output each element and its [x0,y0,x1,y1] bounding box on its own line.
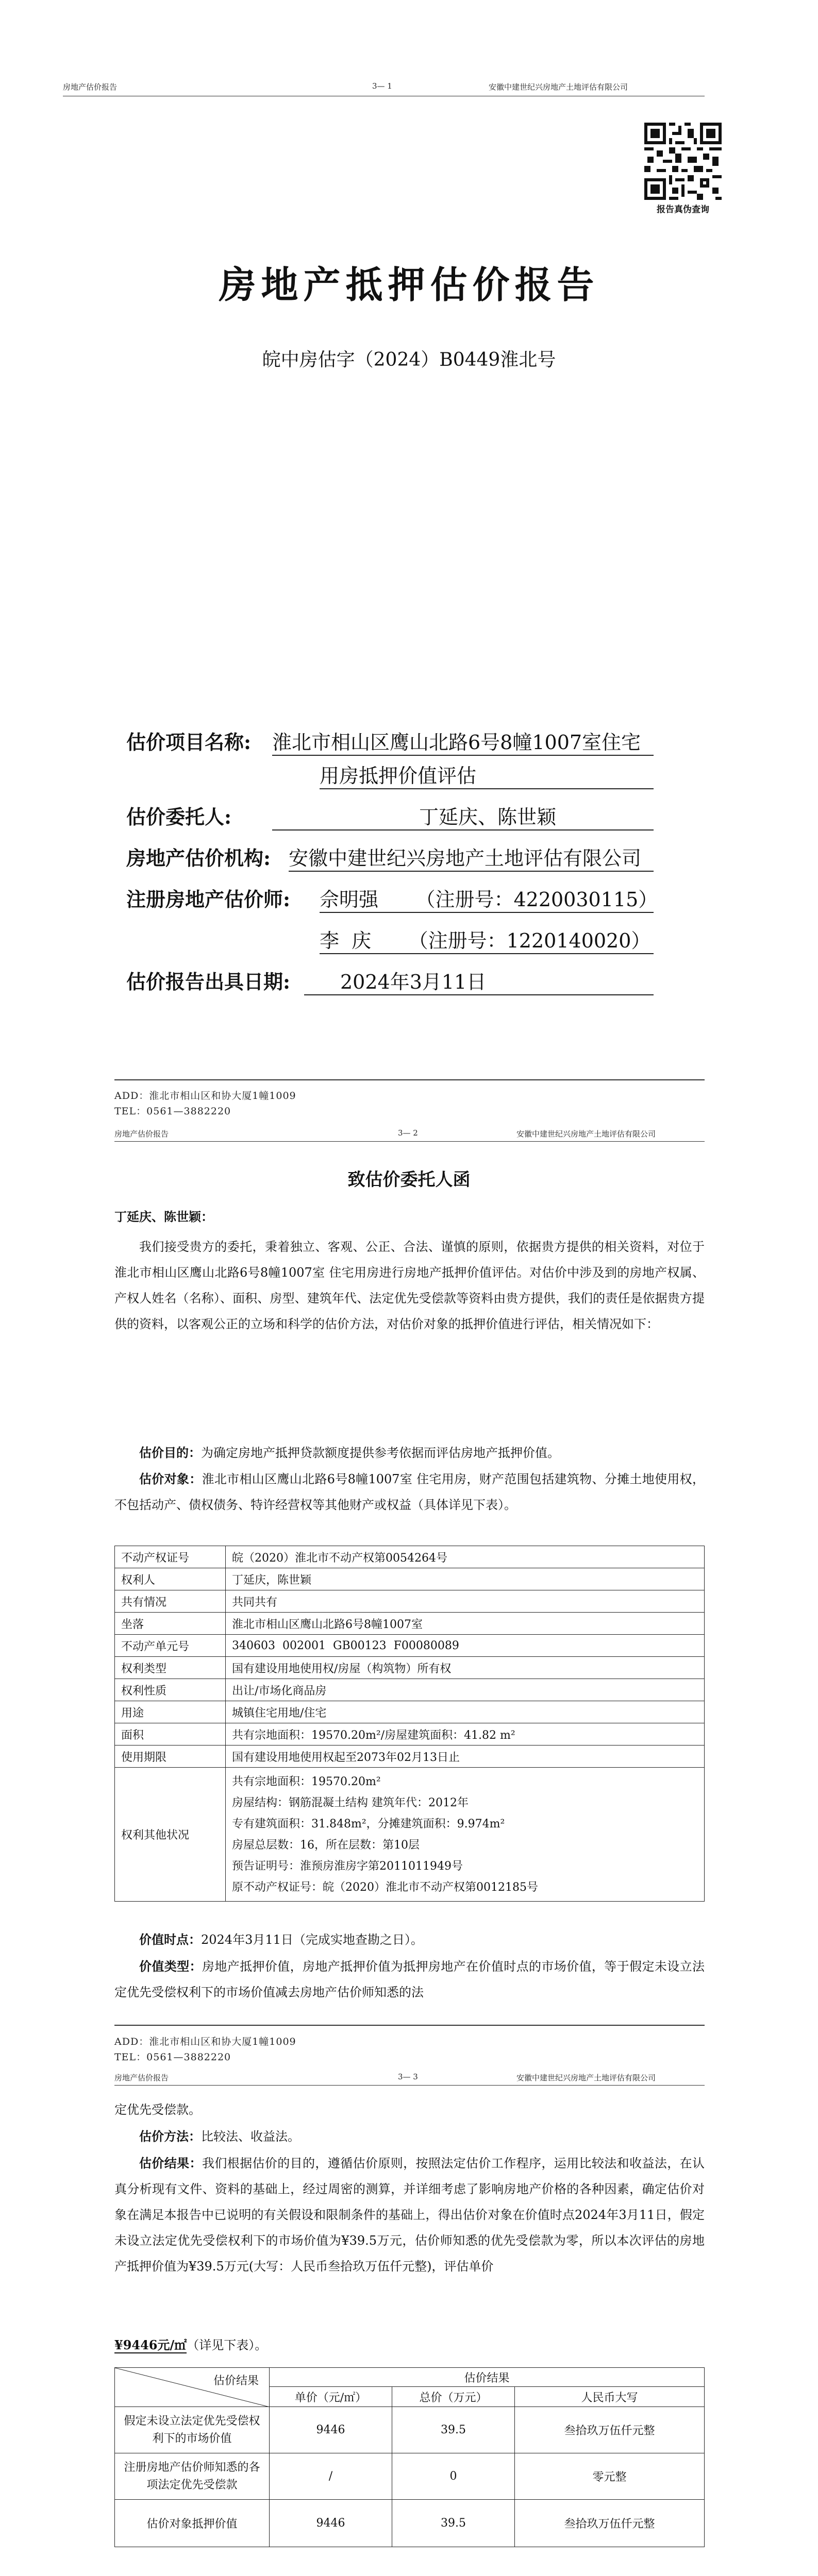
row-unit: / [270,2453,392,2500]
value-type-continued: 定优先受偿款。 [114,2103,201,2117]
row-total: 0 [392,2453,515,2500]
row-cn: 叁拾玖万伍仟元整 [515,2407,705,2453]
result-label: 估价结果： [139,2156,202,2171]
row-total: 39.5 [392,2500,515,2547]
object-text: 淮北市相山区鹰山北路6号8幢1007室 住宅用房，财产范围包括建筑物、分摊土地使用权，不包括动产、债权债务、特许经营权等其他财产或权益（具体详见下表）。 [114,1472,705,1512]
col-unit-header: 单价（元/㎡） [270,2387,392,2407]
object-label: 估价对象： [139,1471,202,1486]
value-type-paragraph [114,1954,705,2005]
row-cn: 零元整 [515,2453,705,2500]
unit-price-tail: （详见下表）。 [187,2338,268,2352]
page2-footer-rule [114,2025,705,2026]
location: 淮北市相山区鹰山北路6号8幢1007室 [226,1613,705,1635]
date-text: 2024年3月11日 [340,971,487,993]
owner-label: 权利人 [115,1568,226,1590]
report-title: 房地产抵押估价报告 [219,263,599,307]
page3-header-rule [114,2085,705,2086]
page2-footer-address: ADD：淮北市相山区和协大厦1幢1009 [114,2036,296,2047]
page3-header-left: 房地产估价报告 [114,2073,169,2082]
page3-header-num: 3— 3 [398,2072,418,2081]
client-names: 丁延庆、陈世颖 [419,806,557,828]
page2-header-left: 房地产估价报告 [114,1129,169,1139]
page1-header-left: 房地产估价报告 [63,82,118,92]
cert-no-label: 不动产权证号 [115,1546,226,1568]
share-label: 共有情况 [115,1590,226,1613]
page1-footer-rule [114,1079,705,1080]
type: 国有建设用地使用权/房屋（构筑物）所有权 [226,1657,705,1679]
unit-label: 不动产单元号 [115,1635,226,1657]
row-item: 估价对象抵押价值 [115,2500,270,2547]
area-label: 面积 [115,1723,226,1745]
page1-header-num: 3— 1 [372,81,392,91]
result-item-header [115,2368,270,2407]
owner: 丁延庆，陈世颖 [226,1568,705,1590]
nature: 出让/市场化商品房 [226,1679,705,1701]
row-unit: 9446 [270,2500,392,2547]
letter-intro: 我们接受贵方的委托，秉着独立、客观、公正、合法、谨慎的原则，依据贵方提供的相关资料，对位于淮北市相山区鹰山北路6号8幢1007室 住宅用房进行房地产抵押价值评估。对估价中涉及到的房地产权属、产权人姓名（名称）、面积、房型、建筑年代、法定优先受偿款等资料由贵方提供，我们的责任是依据贵方提供的资料，以客观公正的立场和科学的估价方法，对估价对象的抵押价值进行评估，相关情况如下： [114,1240,705,1331]
unit-price-line [114,2332,267,2358]
property-table [114,1546,705,1902]
other-line: 专有建筑面积：31.848m²，分摊建筑面积：9.974m² [232,1817,505,1831]
date-label: 估价报告出具日期: [126,970,291,993]
result-paragraph [114,2150,705,2332]
other-label: 权利其他状况 [115,1768,226,1902]
appraiser-label: 注册房地产估价师: [126,888,291,911]
project-label: 估价项目名称: [126,731,252,754]
row-total: 39.5 [392,2407,515,2453]
value-time-text: 2024年3月11日（完成实地查勘之日）。 [201,1933,423,1947]
area: 共有宗地面积：19570.20m²/房屋建筑面积：41.82 m² [226,1723,705,1745]
page1-footer-address: ADD：淮北市相山区和协大厦1幢1009 [114,1090,296,1101]
date-value [304,966,654,995]
term-label: 使用期限 [115,1745,226,1768]
other-line: 房屋总层数：16，所在层数：第10层 [232,1838,420,1852]
cert-no: 皖（2020）淮北市不动产权第0054264号 [226,1546,705,1568]
client-label: 估价委托人: [126,805,232,828]
result-header-item: 估价结果 [213,2375,259,2387]
page2-header-num: 3— 2 [398,1128,418,1138]
other-line: 房屋结构：钢筋混凝土结构 建筑年代：2012年 [232,1796,469,1809]
purpose-text: 为确定房地产抵押贷款额度提供参考依据而评估房地产抵押价值。 [201,1446,560,1460]
other-line: 原不动产权证号：皖（2020）淮北市不动产权第0012185号 [232,1880,538,1894]
row-item: 注册房地产估价师知悉的各项法定优先受偿款 [115,2453,270,2500]
purpose-label: 估价目的： [139,1445,201,1460]
location-label: 坐落 [115,1613,226,1635]
method-paragraph [114,2124,705,2149]
nature-label: 权利性质 [115,1679,226,1701]
client-value [272,801,654,831]
project-name-line1: 淮北市相山区鹰山北路6号8幢1007室住宅 [272,726,654,756]
row-unit: 9446 [270,2407,392,2453]
term: 国有建设用地使用权起至2073年02月13日止 [226,1745,705,1768]
org-label: 房地产估价机构: [126,846,271,870]
other-line: 预告证明号：淮预房淮房字第2011011949号 [232,1859,463,1873]
use-label: 用途 [115,1701,226,1723]
share: 共同共有 [226,1590,705,1613]
unit-price: ¥9446元/㎡ [114,2337,187,2352]
use: 城镇住宅用地/住宅 [226,1701,705,1723]
page1-footer-tel: TEL：0561—3882220 [114,1106,231,1117]
type-label: 权利类型 [115,1657,226,1679]
row-item: 假定未设立法定优先受偿权利下的市场价值 [115,2407,270,2453]
page3-header-right: 安徽中建世纪兴房地产土地评估有限公司 [516,2073,656,2082]
purpose-paragraph [114,1440,705,1466]
project-name-line2: 用房抵押价值评估 [320,760,654,789]
method-text: 比较法、收益法。 [201,2129,300,2144]
col-total-header: 总价（万元） [392,2387,515,2407]
letter-title: 致估价委托人函 [347,1170,471,1190]
row-cn: 叁拾玖万伍仟元整 [515,2500,705,2547]
report-number: 皖中房估字（2024）B0449淮北号 [262,349,556,370]
method-label: 估价方法： [139,2129,201,2144]
page2-footer-tel: TEL：0561—3882220 [114,2052,231,2063]
org-value: 安徽中建世纪兴房地产土地评估有限公司 [289,842,654,872]
other-line: 共有宗地面积：19570.20m² [232,1775,381,1788]
appraiser-1: 佘明强 （注册号：4220030115） [320,884,654,913]
letter-salutation: 丁延庆、陈世颖： [114,1209,213,1224]
value-type-label: 价值类型： [139,1959,202,1974]
page2-header-rule [114,1141,705,1142]
value-type-text: 房地产抵押价值，房地产抵押价值为抵押房地产在价值时点的市场价值，等于假定未设立法定优先受偿权利下的市场价值减去房地产估价师知悉的法 [114,1959,705,1999]
qr-code-icon[interactable] [644,123,722,200]
other-status [226,1768,705,1902]
appraiser-2: 李 庆 （注册号：1220140020） [320,925,654,954]
result-table [114,2367,705,2547]
value-time-label: 价值时点： [139,1932,201,1947]
unit: 340603 002001 GB00123 F00080089 [226,1635,705,1657]
qr-caption: 报告真伪查询 [657,205,709,215]
result-group-header: 估价结果 [270,2368,705,2387]
page2-header-right: 安徽中建世纪兴房地产土地评估有限公司 [516,1129,656,1139]
result-text: 我们根据估价的目的，遵循估价原则，按照法定估价工作程序，运用比较法和收益法，在认真分析现有文件、资料的基础上，经过周密的测算，并详细考虑了影响房地产价格的各种因素，确定估价对象在满足本报告中已说明的有关假设和限制条件的基础上，得出估价对象在价值时点2024年3月11日，假定未设立法定优先受偿权利下的市场价值为¥39.5万元，估价师知悉的优先受偿款为零，所以本次评估的房地产抵押价值为¥39.5万元(大写：人民币叁拾玖万伍仟元整)，评估单价 [114,2156,705,2274]
page1-header-right: 安徽中建世纪兴房地产土地评估有限公司 [489,82,628,92]
value-time-paragraph [114,1927,705,1953]
object-paragraph [114,1466,705,1544]
col-cn-header: 人民币大写 [515,2387,705,2407]
